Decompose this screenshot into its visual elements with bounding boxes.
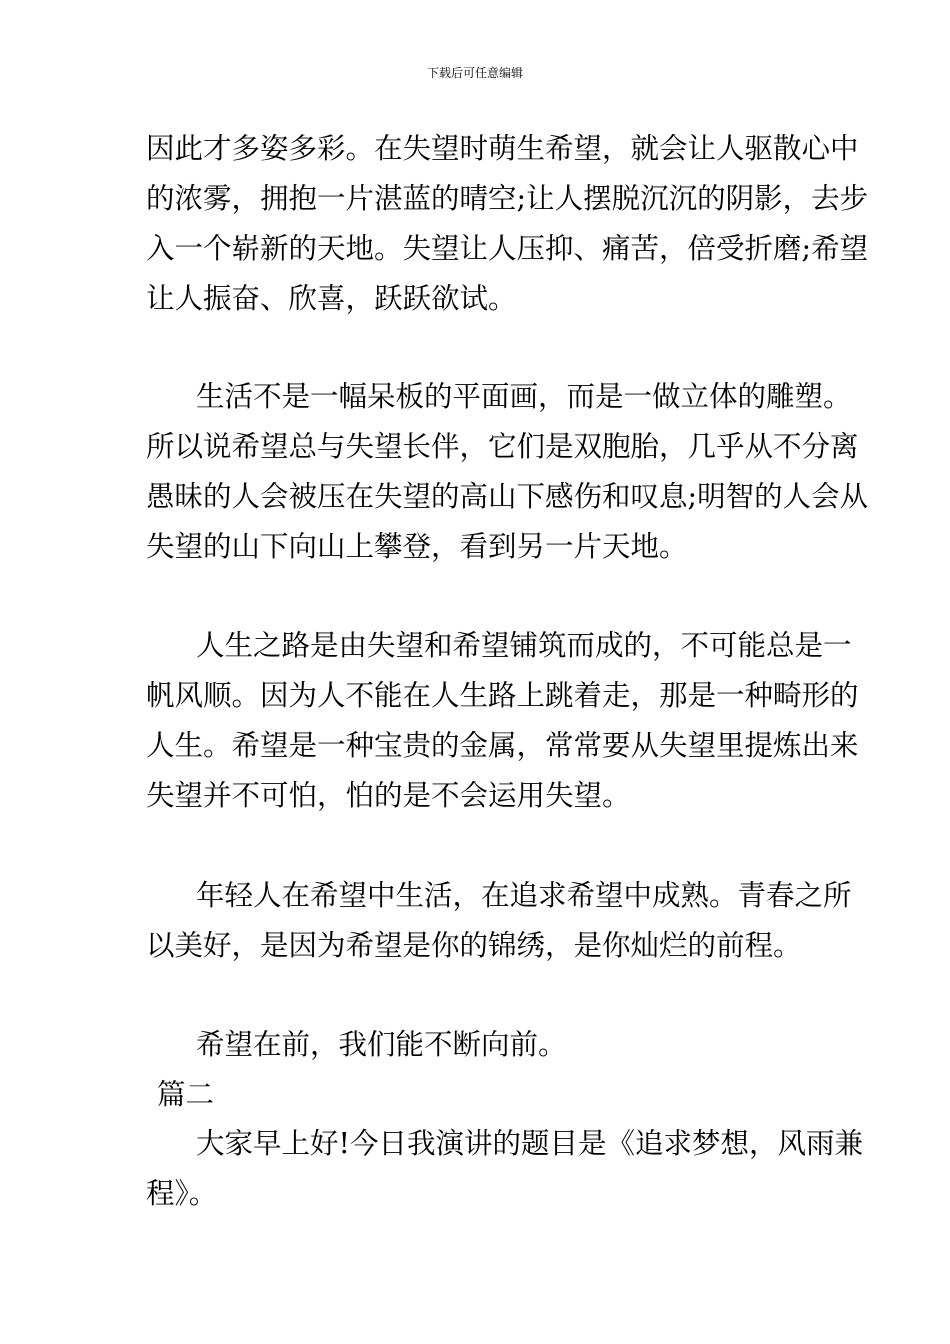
paragraph-line: 人生。希望是一种宝贵的金属，常常要从失望里提炼出来 xyxy=(146,729,859,762)
paragraph-line: 失望的山下向山上攀登，看到另一片天地。 xyxy=(146,530,688,563)
page-header: 下载后可任意编辑 xyxy=(426,66,523,80)
paragraph-line: 人生之路是由失望和希望铺筑而成的，不可能总是一 xyxy=(196,629,852,662)
paragraph-line: 生活不是一幅呆板的平面画，而是一做立体的雕塑。 xyxy=(196,380,852,413)
paragraph-line: 愚昧的人会被压在失望的高山下感伤和叹息;明智的人会从 xyxy=(146,480,869,513)
paragraph-line: 程》。 xyxy=(146,1177,218,1210)
section-title: 篇二 xyxy=(157,1078,215,1111)
paragraph-line: 的浓雾，拥抱一片湛蓝的晴空;让人摆脱沉沉的阴影，去步 xyxy=(146,182,869,215)
paragraph-line: 希望在前，我们能不断向前。 xyxy=(196,1028,567,1061)
paragraph-line: 年轻人在希望中生活，在追求希望中成熟。青春之所 xyxy=(196,879,852,912)
paragraph-line: 因此才多姿多彩。在失望时萌生希望，就会让人驱散心中 xyxy=(146,132,859,165)
paragraph-line: 失望并不可怕，怕的是不会运用失望。 xyxy=(146,779,631,812)
paragraph-line: 入一个崭新的天地。失望让人压抑、痛苦，倍受折磨;希望 xyxy=(146,232,869,265)
paragraph-line: 帆风顺。因为人不能在人生路上跳着走，那是一种畸形的 xyxy=(146,679,859,712)
paragraph-line: 大家早上好!今日我演讲的题目是《追求梦想，风雨兼 xyxy=(196,1127,863,1160)
paragraph-line: 所以说希望总与失望长伴，它们是双胞胎，几乎从不分离 xyxy=(146,430,859,463)
paragraph-line: 以美好，是因为希望是你的锦绣，是你灿烂的前程。 xyxy=(146,929,802,962)
paragraph-line: 让人振奋、欣喜，跃跃欲试。 xyxy=(146,282,517,315)
